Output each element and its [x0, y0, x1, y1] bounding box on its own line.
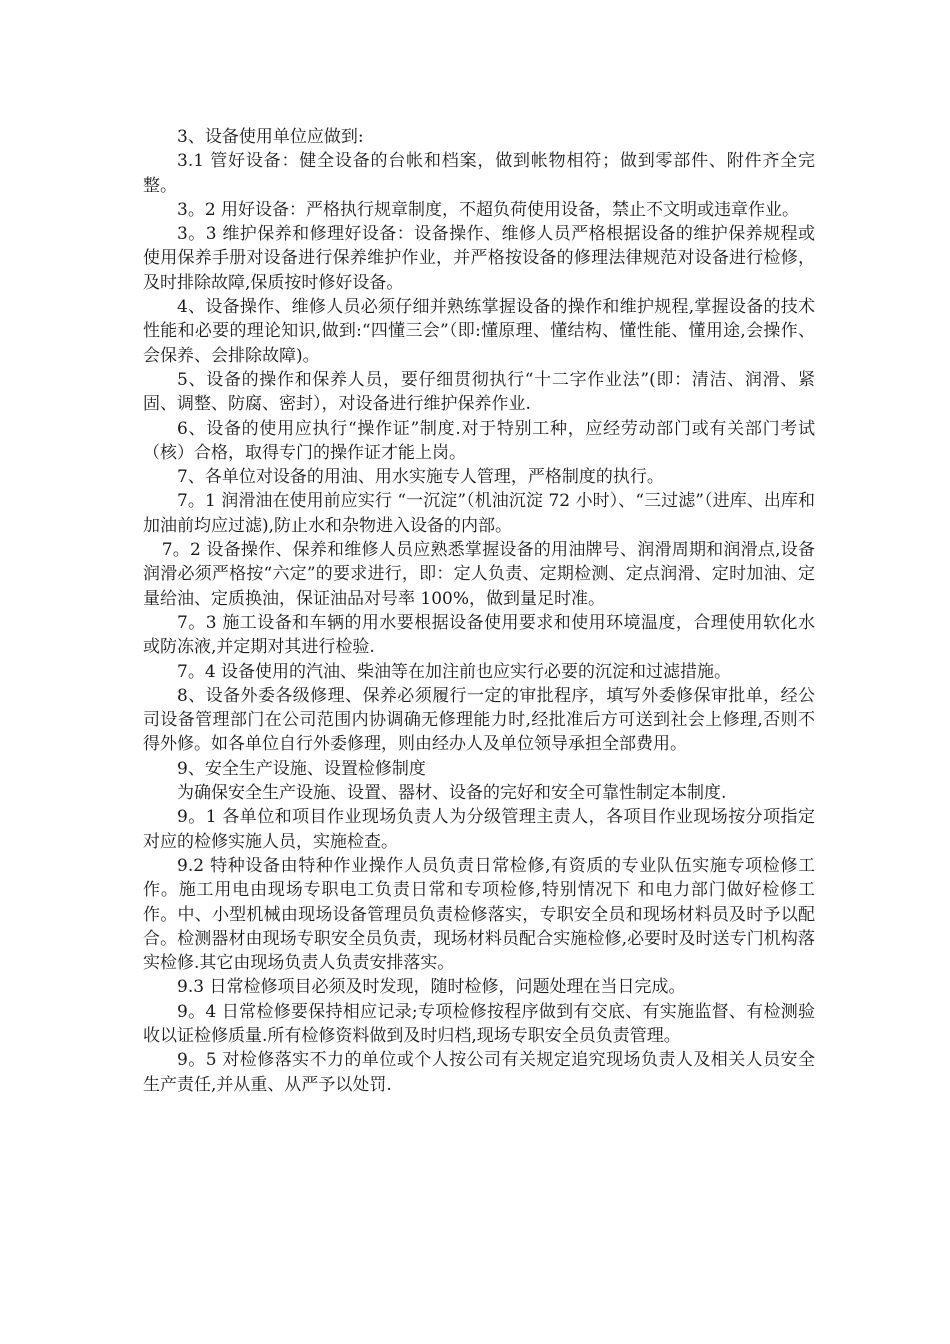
paragraph-7-3: 7。3 施工设备和车辆的用水要根据设备使用要求和使用环境温度，合理使用软化水或防冻液,并定期对其进行检验. [143, 612, 815, 658]
paragraph-3-3: 3。3 维护保养和修理好设备：设备操作、维修人员严格根据设备的维护保养规程或使用保养手册对设备进行保养维护作业，并严格按设备的修理法律规范对设备进行检修，及时排除故障,保质按时修好设备。 [143, 224, 815, 293]
paragraph-4: 4、设备操作、维修人员必须仔细并熟练掌握设备的操作和维护规程,掌握设备的技术性能和必要的理论知识,做到:“四懂三会”（即:懂原理、懂结构、懂性能、懂用途,会操作、会保养、会排除故障)。 [143, 297, 815, 366]
paragraph-5: 5、设备的操作和保养人员，要仔细贯彻执行“十二字作业法”(即：清洁、润滑、紧固、调整、防腐、密封），对设备进行维护保养作业. [143, 369, 815, 415]
paragraph-3-1: 3.1 管好设备：健全设备的台帐和档案，做到帐物相符；做到零部件、附件齐全完整。 [143, 151, 815, 196]
paragraph-9-intro: 为确保安全生产设施、设置、器材、设备的完好和安全可靠性制定本制度. [177, 783, 727, 804]
paragraph-3-2: 3。2 用好设备：严格执行规章制度，不超负荷使用设备，禁止不文明或违章作业。 [177, 199, 800, 220]
paragraph-9-3: 9.3 日常检修项目必须及时发现，随时检修，问题处理在当日完成。 [177, 977, 686, 998]
document-body [143, 125, 815, 1097]
paragraph-3: 3、设备使用单位应做到: [177, 127, 364, 147]
paragraph-9-1: 9。1 各单位和项目作业现场负责人为分级管理主责人，各项目作业现场按分项指定对应的检修实施人员，实施检查。 [143, 807, 815, 852]
paragraph-7-1: 7。1 润滑油在使用前应实行 “一沉淀”（机油沉淀 72 小时）、“三过滤”（进库、出库和加油前均应过滤),防止水和杂物进入设备的内部。 [143, 491, 815, 536]
paragraph-9: 9、安全生产设施、设置检修制度 [177, 758, 426, 779]
paragraph-9-5: 9。5 对检修落实不力的单位或个人按公司有关规定追究现场负责人及相关人员安全生产责任,并从重、从严予以处罚. [143, 1050, 815, 1095]
paragraph-7: 7、各单位对设备的用油、用水实施专人管理，严格制度的执行。 [177, 467, 664, 488]
paragraph-9-2: 9.2 特种设备由特种作业操作人员负责日常检修,有资质的专业队伍实施专项检修工作。施工用电由现场专职电工负责日常和专项检修,特别情况下 和电力部门做好检修工作。中、小型机械由现场设备管理员负责检修落实，专职安全员和现场材料员及时予以配合。检测器材由现场专职安全员负责，现场材料员配合实施检修,必要时及时送专门机构落实检修.其它由现场负责人负责安排落实。 [143, 855, 815, 974]
paragraph-7-4: 7。4 设备使用的汽油、柴油等在加注前也应实行必要的沉淀和过滤措施。 [177, 661, 732, 682]
paragraph-9-4: 9。4 日常检修要保持相应记录;专项检修按程序做到有交底、有实施监督、有检测验收以证检修质量.所有检修资料做到及时归档,现场专职安全员负责管理。 [143, 1001, 815, 1046]
paragraph-6: 6、设备的使用应执行“操作证”制度.对于特别工种，应经劳动部门或有关部门考试（核）合格，取得专门的操作证才能上岗。 [143, 418, 815, 463]
paragraph-8: 8、设备外委各级修理、保养必须履行一定的审批程序，填写外委修保审批单，经公司设备管理部门在公司范围内协调确无修理能力时,经批准后方可送到社会上修理,否则不得外修。如各单位自行外委修理，则由经办人及单位领导承担全部费用。 [143, 685, 815, 755]
paragraph-7-2: 7。2 设备操作、保养和维修人员应熟悉掌握设备的用油牌号、润滑周期和润滑点,设备润滑必须严格按“六定”的要求进行，即：定人负责、定期检测、定点润滑、定时加油、定量给油、定质换油，保证油品对号率 100%，做到量足时准。 [143, 540, 815, 609]
